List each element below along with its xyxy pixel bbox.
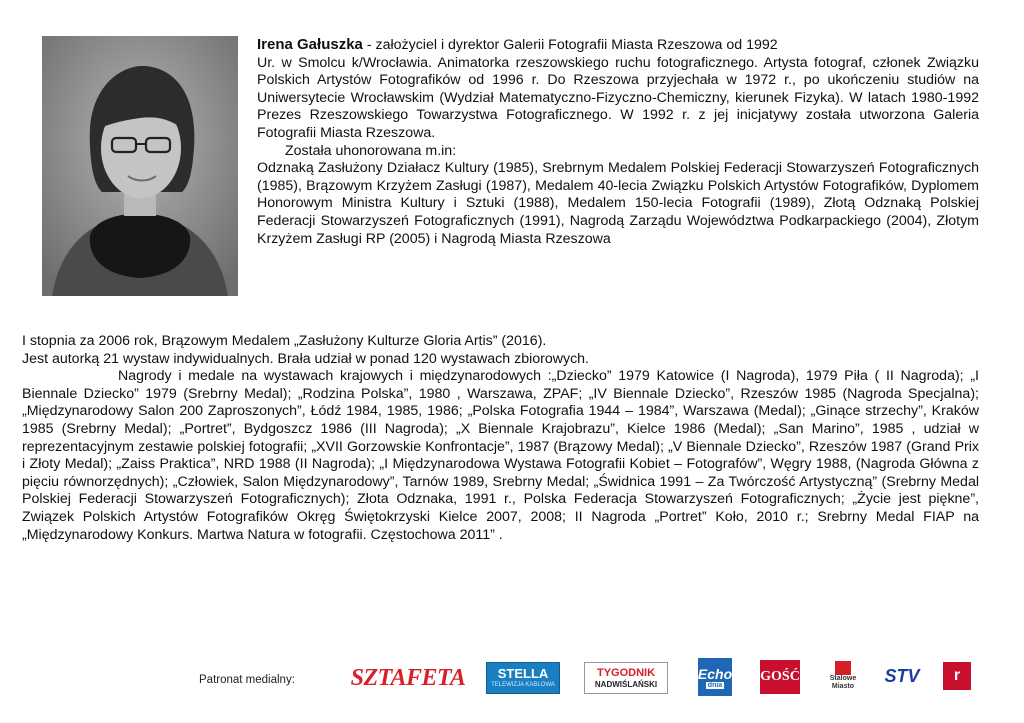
awards-paragraph: Nagrody i medale na wystawach krajowych i międzynarodowych :„Dziecko” 1979 Katowice (I Nagroda), 1979 Piła ( II Nagroda); „I Biennale Dziecko” 1979 (Srebrny Medal); „Rodzina Polska”, 1980 , Warszawa, ZPAF; „IV Biennale Dziecko”, Rzeszów 1985 (Nagroda Specjalna); „Międzynarodowy Salon 200 Zaproszonych”, Łódź 1984, 1985, 1986; „Polska Fotografia 1944 – 1984”, Warszawa (Medal); „Ginące strzechy”, Kraków 1985 (Srebrny Medal); „Portret”, Bydgoszcz 1986 (III Nagroda); „X Biennale Krajobrazu”, Kielce 1986 (Medal); „San Marino”, 1985 , udział w reprezentacyjnym zestawie polskiej fotografii; „XVII Gorzowskie Konfrontacje”, 1987 (Brązowy Medal); „V Biennale Dziecko”, Rzeszów 1987 (Grand Prix i Złoty Medal); „Zaiss Praktica”, NRD 1988 (II Nagroda); „I Międzynarodowa Wystawa Fotografii Kobiet – Fotografów”, Węgry 1988, (Nagroda Główna z pięciu równorzędnych); „Człowiek, Salon Międzynarodowy”, Tarnów 1989, Srebrny Medal; „Świdnica 1991 – Za Twórczość Artystyczną” (Srebrny Medal Polskiej Federacji Stowarzyszeń Fotograficznych); Złota Odznaka, 1991 r., Polska Federacja Stowarzyszeń Fotograficznych; „Życie jest piękne”, Związek Polskich Artystów Fotografików Okręg Świętokrzyski Kielce 2007, 2008; II Nagroda „Portret” Koło, 2010 r.; Srebrny Medal FIAP na „Międzynarodowy Konkurs. Martwa Natura w fotografii. Częstochowa 2011” . — [22, 368, 979, 543]
bio-bottom-block — [22, 333, 979, 544]
tygodnik-logo-subtext: NADWIŚLAŃSKI — [594, 679, 658, 689]
echo-logo-text: Echo — [697, 665, 733, 682]
bio-paragraph: Ur. w Smolcu k/Wrocławia. Animatorka rzeszowskiego ruchu fotograficznego. Artysta fotograf, członek Związku Polskich Artystów Fotografików od 1996 r. Do Rzeszowa przyjechała w 1972 r., po ukończeniu studiów na Uniwersytecie Wrocławskim (Wydział Matematyczno-Fizyczno-Chemiczny, kierunek Fizyka). W latach 1980-1992 Prezes Rzeszowskiego Towarzystwa Fotograficznego. W 1992 r. z jej inicjatywy została utworzona Galeria Fotografii Miasta Rzeszowa. — [257, 54, 979, 141]
stalowe-mark-icon — [835, 661, 851, 675]
echo-dnia-logo — [698, 658, 732, 696]
stella-logo-text: STELLA — [497, 666, 549, 681]
echo-logo-subtext: dnia — [707, 681, 723, 689]
portrait-photo — [42, 36, 238, 296]
stella-logo-subtext: TELEWIZJA KABLOWA — [491, 682, 555, 688]
radio-logo-text: r — [943, 662, 971, 690]
patronage-label: Patronat medialny: — [199, 674, 295, 686]
stalowe-miasto-logo — [822, 660, 864, 692]
tv-logo-text: STV — [884, 666, 920, 686]
radio-logo — [940, 654, 974, 698]
tygodnik-logo-text: TYGODNIK — [596, 666, 656, 679]
media-patronage — [0, 652, 1024, 712]
portrait-image — [42, 36, 238, 296]
stella-logo — [486, 662, 560, 694]
stalowe-logo-text: Stalowe Miasto — [829, 675, 857, 690]
sztafeta-logo-text: SZTAFETA — [350, 664, 466, 691]
honors-heading: Została uhonorowana m.in: — [285, 142, 457, 159]
gosc-logo — [760, 660, 800, 694]
gosc-logo-text: GOŚĆ — [760, 669, 800, 684]
tv-logo — [882, 658, 922, 694]
bio-top-block — [257, 36, 979, 248]
honors-continuation: I stopnia za 2006 rok, Brązowym Medalem „Zasłużony Kulturze Gloria Artis” (2016). — [22, 333, 547, 349]
person-name: Irena Gałuszka — [257, 36, 363, 53]
bio-intro-line — [257, 36, 979, 55]
tygodnik-logo — [584, 662, 668, 694]
sztafeta-logo — [350, 664, 466, 692]
bio-intro: - założyciel i dyrektor Galerii Fotografii Miasta Rzeszowa od 1992 — [362, 37, 778, 53]
exhibitions-summary: Jest autorką 21 wystaw indywidualnych. Brała udział w ponad 120 wystawach zbiorowych. — [22, 350, 590, 367]
honors-list: Odznaką Zasłużony Działacz Kultury (1985), Srebrnym Medalem Polskiej Federacji Stowarzyszeń Fotograficznych (1985), Brązowym Krzyżem Zasługi (1987), Medalem 40-lecia Związku Polskich Artystów Fotografików, Dyplomem Honorowym Ministra Kultury i Sztuki (1988), Medalem 150-lecia Fotografii (1989), Złotą Odznaką Polskiej Federacji Stowarzyszeń Fotograficznych (1991), Nagrodą Zarządu Województwa Podkarpackiego (2004), Złotym Krzyżem Zasługi RP (2005) i Nagrodą Miasta Rzeszowa — [257, 160, 979, 247]
